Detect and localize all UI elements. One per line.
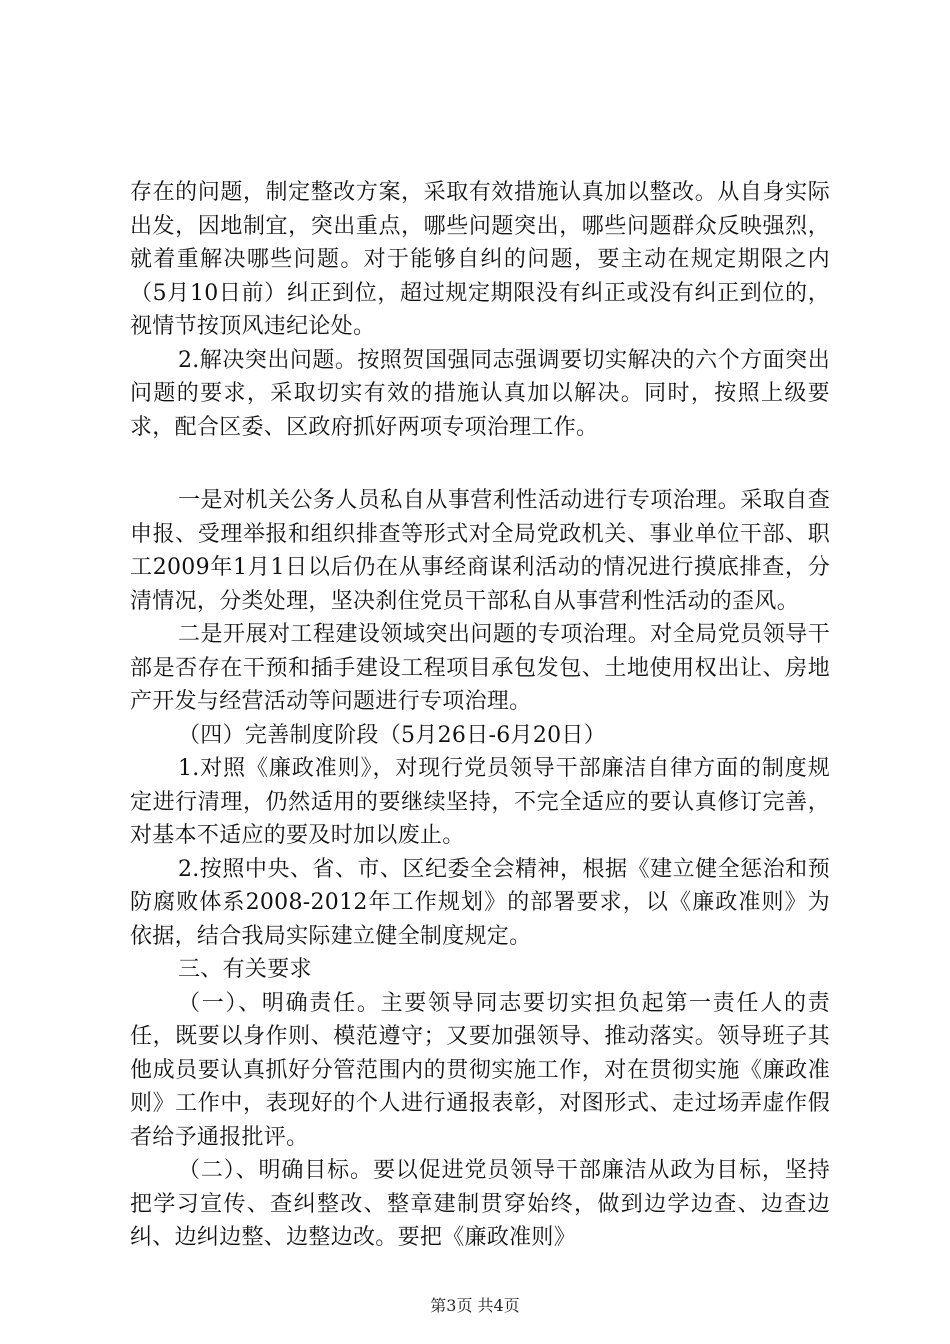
document-body bbox=[130, 176, 830, 1255]
paragraph-continuation: 存在的问题，制定整改方案，采取有效措施认真加以整改。从自身实际出发，因地制宜，突出重点，哪些问题突出，哪些问题群众反映强烈，就着重解决哪些问题。对于能够自纠的问题，要主动在规定期限之内（5月10日前）纠正到位，超过规定期限没有纠正或没有纠正到位的，视情节按顶风违纪论处。 bbox=[130, 180, 830, 339]
paragraph-stage-four-point-two: 2.按照中央、省、市、区纪委全会精神，根据《建立健全惩治和预防腐败体系2008-2012年工作规划》的部署要求，以《廉政准则》为依据，结合我局实际建立健全制度规定。 bbox=[130, 856, 830, 949]
paragraph-item-one: 一是对机关公务人员私自从事营利性活动进行专项治理。采取自查申报、受理举报和组织排查等形式对全局党政机关、事业单位干部、职工2009年1月1日以后仍在从事经商谋利活动的情况进行摸底排查，分清情况，分类处理，坚决刹住党员干部私自从事营利性活动的歪风。 bbox=[130, 488, 830, 614]
paragraph-requirement-one: （一）、明确责任。主要领导同志要切实担负起第一责任人的责任，既要以身作则、模范遵守；又要加强领导、推动落实。领导班子其他成员要认真抓好分管范围内的贯彻实施工作，对在贯彻实施《廉政准则》工作中，表现好的个人进行通报表彰，对图形式、走过场弄虚作假者给予通报批评。 bbox=[130, 990, 830, 1150]
section-heading-stage-four: （四）完善制度阶段（5月26日-6月20日） bbox=[178, 722, 607, 748]
paragraph-stage-four-point-one: 1.对照《廉政准则》，对现行党员领导干部廉洁自律方面的制度规定进行清理，仍然适用的要继续坚持，不完全适应的要认真修订完善，对基本不适应的要及时加以废止。 bbox=[130, 756, 830, 848]
page-footer: 第3页 共4页 bbox=[430, 1296, 520, 1315]
paragraph-item-two: 二是开展对工程建设领域突出问题的专项治理。对全局党员领导干部是否存在干预和插手建设工程项目承包发包、土地使用权出让、房地产开发与经营活动等问题进行专项治理。 bbox=[130, 622, 830, 714]
paragraph-requirement-two: （二）、明确目标。要以促进党员领导干部廉洁从政为目标，坚持把学习宣传、查纠整改、整章建制贯穿始终，做到边学边查、边查边纠、边纠边整、边整边改。要把《廉政准则》 bbox=[130, 1158, 830, 1250]
paragraph-resolve-problems: 2.解决突出问题。按照贺国强同志强调要切实解决的六个方面突出问题的要求，采取切实有效的措施认真加以解决。同时，按照上级要求，配合区委、区政府抓好两项专项治理工作。 bbox=[130, 347, 830, 440]
section-heading-requirements: 三、有关要求 bbox=[178, 957, 312, 982]
